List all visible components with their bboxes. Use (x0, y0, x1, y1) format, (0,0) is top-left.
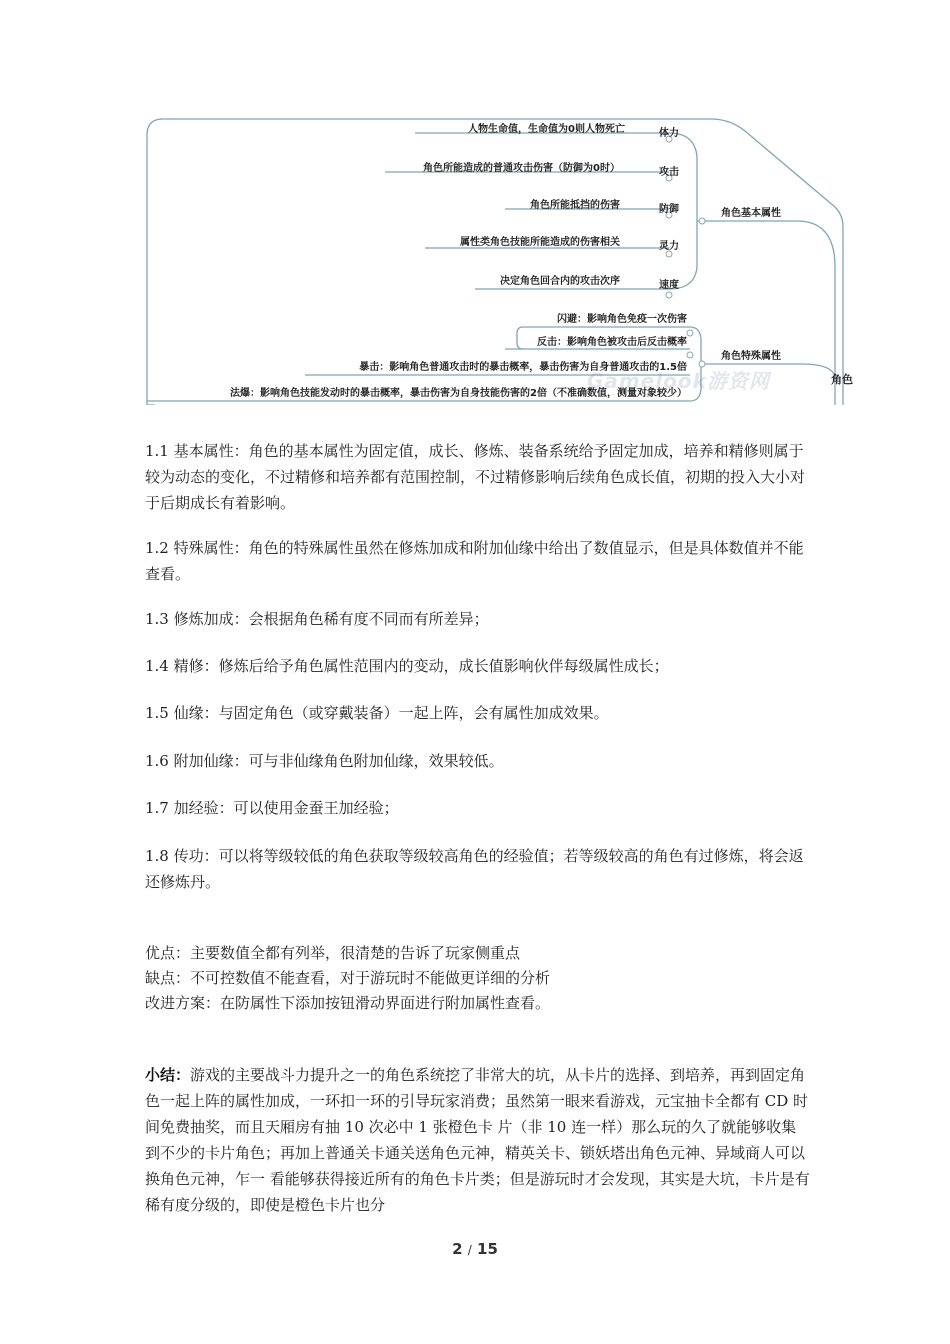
mindmap-group-basic: 角色基本属性 (721, 208, 781, 219)
mindmap-item-spirit: 灵力 (659, 241, 679, 252)
mindmap-special-crit: 暴击：影响角色普通攻击时的暴击概率，暴击伤害为自身普通攻击的1.5倍 (359, 362, 687, 373)
mindmap-special-counter: 反击：影响角色被攻击后反击概率 (537, 337, 687, 348)
mindmap-desc-spirit: 属性类角色技能所能造成的伤害相关 (460, 237, 620, 248)
watermark: Gamelook游资网 (587, 369, 770, 393)
mindmap-root: 角色 (831, 373, 853, 386)
page-separator: / (467, 1243, 472, 1257)
paragraph-1-4: 1.4 精修：修炼后给予角色属性范围内的变动，成长值影响伙伴每级属性成长； (145, 657, 669, 675)
pros-line: 优点：主要数值全都有列举，很清楚的告诉了玩家侧重点 (145, 944, 521, 962)
mindmap-item-defense: 防御 (659, 204, 679, 215)
mindmap-desc-speed: 决定角色回合内的攻击次序 (500, 276, 620, 287)
page-footer (0, 1240, 950, 1258)
paragraph-1-6: 1.6 附加仙缘：可与非仙缘角色附加仙缘，效果较低。 (145, 752, 504, 770)
paragraph-1-2: 1.2 特殊属性：角色的特殊属性虽然在修炼加成和附加仙缘中给出了数值显示，但是具体数值并不能查看。 (145, 539, 804, 583)
cons-line: 缺点：不可控数值不能查看，对于游玩时不能做更详细的分析 (145, 969, 551, 987)
page-number: 2 (452, 1240, 463, 1258)
mindmap-special-magic-crit: 法爆：影响角色技能发动时的暴击概率，暴击伤害为自身技能伤害的2倍（不准确数值，测量对象较少） (230, 388, 687, 399)
summary-text: 游戏的主要战斗力提升之一的角色系统挖了非常大的坑，从卡片的选择、到培养，再到固定角色一起上阵的属性加成，一环扣一环的引导玩家消费；虽然第一眼来看游戏，元宝抽卡全都有 CD 时间免费抽奖，而且天厢房有抽 10 次必中 1 张橙色卡 片（非 10 连一样）那么玩的久了就能够收集到不少的卡片角色；再加上普通关卡通关送角色元神，精英关卡、锁妖塔出角色元神、异域商人可以换角色元神，乍一 看能够获得接近所有的角色卡片类；但是游玩时才会发现，其实是大坑，卡片是有稀有度分级的，即使是橙色卡片也分 (145, 1066, 810, 1214)
mindmap-special-dodge: 闪避：影响角色免疫一次伤害 (557, 314, 687, 325)
mindmap-item-speed: 速度 (659, 280, 679, 291)
mindmap-desc-defense: 角色所能抵挡的伤害 (530, 200, 620, 211)
summary-paragraph (145, 1062, 810, 1218)
mindmap-desc-hp: 人物生命值，生命值为0则人物死亡 (468, 124, 625, 135)
summary-lead: 小结： (145, 1066, 191, 1084)
mindmap-group-special: 角色特殊属性 (721, 351, 781, 362)
paragraph-1-5: 1.5 仙缘：与固定角色（或穿戴装备）一起上阵，会有属性加成效果。 (145, 704, 609, 722)
mindmap-item-attack: 攻击 (659, 167, 679, 178)
mindmap-figure (145, 117, 865, 405)
improve-line: 改进方案：在防属性下添加按钮滑动界面进行附加属性查看。 (145, 994, 551, 1012)
paragraph-1-7: 1.7 加经验：可以使用金蚕王加经验； (145, 799, 399, 817)
paragraph-1-8: 1.8 传功：可以将等级较低的角色获取等级较高角色的经验值；若等级较高的角色有过修炼，将会返还修炼丹。 (145, 847, 804, 891)
mindmap-item-hp: 体力 (659, 128, 679, 139)
page-total: 15 (477, 1240, 498, 1258)
paragraph-1-3: 1.3 修炼加成：会根据角色稀有度不同而有所差异； (145, 610, 489, 628)
paragraph-1-1: 1.1 基本属性：角色的基本属性为固定值，成长、修炼、装备系统给予固定加成，培养和精修则属于较为动态的变化，不过精修和培养都有范围控制，不过精修影响后续角色成长值，初期的投入大小对于后期成长有着影响。 (145, 442, 806, 512)
mindmap-desc-attack: 角色所能造成的普通攻击伤害（防御为0时） (423, 163, 620, 174)
